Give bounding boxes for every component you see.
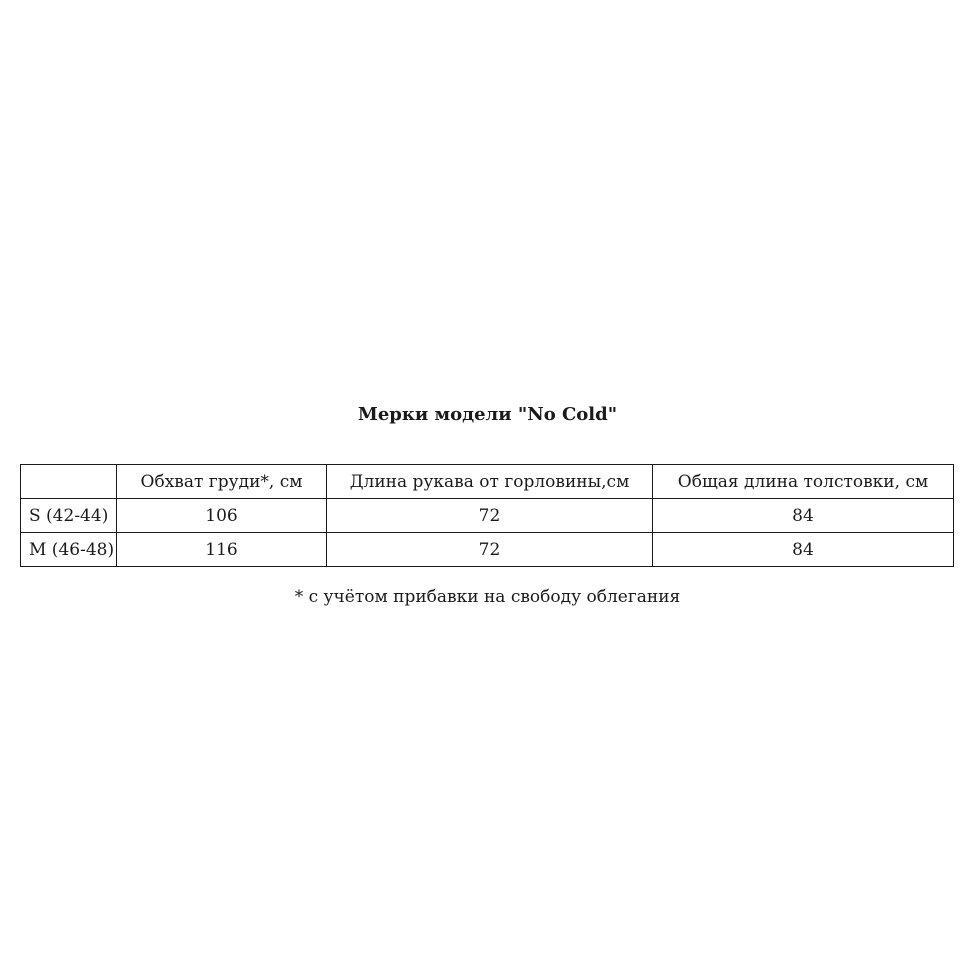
chest-cell: 106 <box>117 499 327 533</box>
header-length: Общая длина толстовки, см <box>653 465 954 499</box>
measurements-table <box>20 464 954 567</box>
length-cell: 84 <box>653 533 954 567</box>
document-title: Мерки модели "No Cold" <box>357 404 618 425</box>
sleeve-cell: 72 <box>327 533 653 567</box>
sleeve-cell: 72 <box>327 499 653 533</box>
header-chest: Обхват груди*, см <box>117 465 327 499</box>
table-row <box>21 499 954 533</box>
size-cell: S (42-44) <box>21 499 117 533</box>
footnote: * с учётом прибавки на свободу облегания <box>294 587 681 607</box>
header-cell-empty <box>21 465 117 499</box>
header-sleeve: Длина рукава от горловины,см <box>327 465 653 499</box>
chest-cell: 116 <box>117 533 327 567</box>
table-header-row <box>21 465 954 499</box>
length-cell: 84 <box>653 499 954 533</box>
size-cell: M (46-48) <box>21 533 117 567</box>
table-row <box>21 533 954 567</box>
